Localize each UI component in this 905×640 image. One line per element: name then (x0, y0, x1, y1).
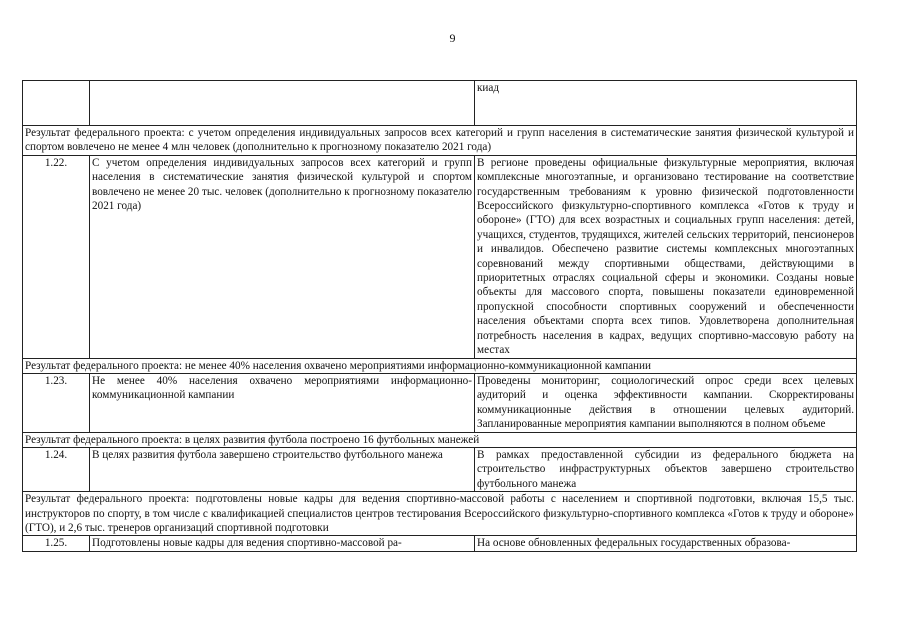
cell-result: В рамках предоставленной субсидии из федерального бюджета на строительство инфраструктурных объектов завершено строительство футбольного манежа (475, 447, 857, 491)
cell-task: В целях развития футбола завершено строительство футбольного манежа (90, 447, 475, 491)
cell-number: 1.23. (23, 373, 90, 432)
section-row (23, 358, 857, 373)
page-number: 9 (449, 31, 456, 45)
table-row-continuation (23, 81, 857, 126)
section-row (23, 492, 857, 536)
cell-task (90, 81, 475, 126)
section-heading: Результат федерального проекта: с учетом определения индивидуальных запросов всех категорий и групп населения в систематические занятия физической культурой и спортом вовлечено не менее 4 млн человек (дополнительно к прогнозному показателю 2021 года) (23, 126, 857, 156)
table-row (23, 536, 857, 551)
section-heading: Результат федерального проекта: подготовлены новые кадры для ведения спортивно-массовой работы с населением и спортивной подготовки, включая 15,5 тыс. инструкторов по спорту, в том числе с квалификацией специалистов центров тестирования Всероссийского физкультурно-спортивного комплекса «Готов к труду и обороне» (ГТО), и 2,6 тыс. тренеров организаций спортивной подготовки (23, 492, 857, 536)
cell-result: Проведены мониторинг, социологический опрос среди всех целевых аудиторий и оценка эффективности кампании. Скорректированы коммуникационные действия в отношении целевых аудиторий. Запланированные мероприятия кампании выполняются в полном объеме (475, 373, 857, 432)
table-row (23, 155, 857, 358)
section-row (23, 126, 857, 156)
cell-number (23, 81, 90, 126)
results-table (22, 80, 857, 552)
section-heading: Результат федерального проекта: не менее 40% населения охвачено мероприятиями информационно-коммуникационной кампании (23, 358, 857, 373)
section-heading: Результат федерального проекта: в целях развития футбола построено 16 футбольных манежей (23, 432, 857, 447)
cell-task: Не менее 40% населения охвачено мероприятиями информационно-коммуникационной кампании (90, 373, 475, 432)
cell-result: В регионе проведены официальные физкультурные мероприятия, включая комплексные многоэтапные, и организовано тестирование на соответствие государственным требованиям к уровню физической подготовленности Всероссийского физкультурно-спортивного комплекса «Готов к труду и обороне» (ГТО) для всех возрастных и социальных групп населения: детей, учащихся, студентов, трудящихся, жителей сельских территорий, пенсионеров и инвалидов. Обеспечено развитие системы комплексных многоэтапных соревнований между спортивными обществами, действующими в приоритетных отраслях социальной сферы и экономики. Созданы новые объекты для массового спорта, повышены показатели единовременной пропускной способности спортивных сооружений и обеспеченности населения объектами спорта всех типов. Удовлетворена дополнительная потребность населения в кадрах, ведущих спортивно-массовую работу на местах (475, 155, 857, 358)
table-row (23, 373, 857, 432)
cell-result: киад (475, 81, 857, 126)
cell-number: 1.22. (23, 155, 90, 358)
cell-result: На основе обновленных федеральных государственных образова- (475, 536, 857, 551)
section-row (23, 432, 857, 447)
cell-number: 1.25. (23, 536, 90, 551)
cell-task: С учетом определения индивидуальных запросов всех категорий и групп населения в систематические занятия физической культурой и спортом вовлечено не менее 20 тыс. человек (дополнительно к прогнозному показателю 2021 года) (90, 155, 475, 358)
cell-task: Подготовлены новые кадры для ведения спортивно-массовой ра- (90, 536, 475, 551)
table-row (23, 447, 857, 491)
cell-number: 1.24. (23, 447, 90, 491)
